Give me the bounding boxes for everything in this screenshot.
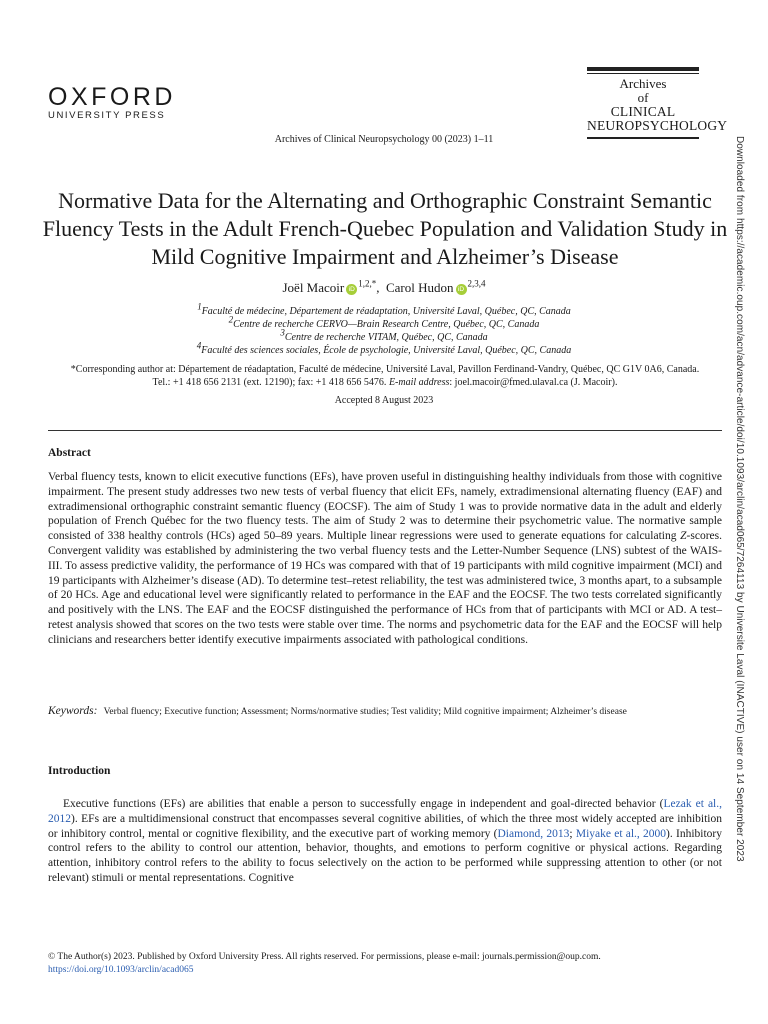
keywords — [48, 705, 738, 717]
corresponding-line2: Tel.: +1 418 656 2131 (ext. 12190); fax: +1 418 656 5476. E-mail address: joel.macoir@fmed.ulaval.ca (J. Macoir). — [152, 377, 618, 388]
journal-badge-line2: of — [637, 90, 649, 105]
introduction-text: Executive functions (EFs) are abilities that enable a person to successfully engage in independent and goal-directed behavior (Lezak et al., 2012). EFs are a multidimensional construct that encompasses several cognitive abilities, of which the three most widely accepted are inhibition or inhibitory control, mental or cognitive flexibility, and the executive part of working memory (Diamond, 2013; Miyake et al., 2000). Inhibitory control refers to the ability to control our attention, behavior, thoughts, and emotions to perform cognitive or physical actions. Regarding attention, inhibitory control refers to the ability to focus selectively on the action to be performed while suppressing attention to other (or not relevant) stimuli or mental representations. Cognitive — [48, 798, 722, 884]
citation-link[interactable]: Miyake et al., 2000 — [575, 827, 667, 840]
email-address[interactable]: : joel.macoir@fmed.ulaval.ca (J. Macoir). — [449, 377, 618, 388]
affiliation: $^4$Faculté des sciences sociales, École de psychologie, Université Laval, Québec, QC, Canada — [196, 340, 572, 356]
journal-badge — [587, 67, 728, 139]
journal-badge-line4: NEUROPSYCHOLOGY — [587, 118, 728, 133]
orcid-icon[interactable]: iD — [456, 284, 467, 295]
publisher-subname: UNIVERSITY PRESS — [48, 110, 166, 121]
download-watermark: Downloaded from https://academic.oup.com/acn/advance-article/doi/10.1093/arclin/acad065/7264113 by Universite Laval (INACTIVE) user on 14 September 2023 — [734, 136, 745, 862]
doi-link[interactable]: https://doi.org/10.1093/arclin/acad065 — [48, 965, 194, 975]
keywords-text: Verbal fluency; Executive function; Assessment; Norms/normative studies; Test validity; Mild cognitive impairment; Alzheimer’s disease — [103, 707, 627, 717]
affiliation: $^3$Centre de recherche VITAM, Québec, QC, Canada — [280, 327, 488, 343]
affiliation: $^2$Centre de recherche CERVO—Brain Research Centre, Québec, QC, Canada — [228, 314, 540, 330]
orcid-icon[interactable]: iD — [346, 284, 357, 295]
author-list: Joël Macoir $iD^{1,2,*}$, Carol Hudon iD$^{2,3,4}$ — [282, 278, 486, 295]
publisher-name: OXFORD — [48, 83, 176, 111]
journal-badge-line3: CLINICAL — [610, 104, 676, 119]
citation-link[interactable]: Lezak et al., 2012 — [48, 798, 722, 825]
paper-title: Normative Data for the Alternating and Orthographic Constraint Semantic Fluency Tests in the Adult French-Quebec Population and Validation Study in Mild Cognitive Impairment and Alzheimer’s Disease — [42, 188, 728, 269]
abstract-text: Verbal fluency tests, known to elicit executive functions (EFs), have proven useful in distinguishing healthy individuals from those with cognitive impairment. The present study addresses two new tests of verbal fluency that elicit EFs, namely, extradimensional alternating fluency (EAF) and extradimensional orthographic constraint semantic fluency (EOCSF). The aim of Study 1 was to provide normative data in the adult and elderly population of French Québec for the two fluency tests. The aim of Study 2 was to determine their psychometric value. The normative sample consisted of 338 healthy controls (HCs) aged 50–89 years. Multiple linear regressions were used to generate equations for calculating Z-scores. Convergent validity was established by administering the two verbal fluency tests and the Letter-Number Sequence (LNS) subtest of the WAIS-III. To assess predictive validity, the performance of 19 HCs was compared with that of 19 participants with mild cognitive impairment (MCI) and 19 participants with Alzheimer’s disease (AD). To determine test–retest reliability, the test was administered twice, 3 months apart, to a subsample of 20 HCs. Age and educational level were significantly related to performance in the EAF and the EOCSF. The two tests correlated significantly and positively with the LNS. The EAF and the EOCSF distinguished the performance of HCs from that of participants with MCI or AD. A test–retest analysis showed that scores on the two tests were stable over time. The norms and psychometric data for the EAF and the EOCSF will help clinicians and researchers better identify executive impairments associated with pathological conditions. — [48, 471, 722, 646]
affiliation: $^1$Faculté de médecine, Département de réadaptation, Université Laval, Québec, QC, Canada — [197, 301, 571, 317]
copyright-text: © The Author(s) 2023. Published by Oxford University Press. All rights reserved. For permissions, please e-mail: journals.permission@oup.com. — [48, 952, 601, 962]
author-affiliation-marks: 2,3,4 — [467, 278, 486, 289]
corresponding-author — [40, 363, 730, 389]
publisher-logo — [48, 84, 188, 122]
keywords-label: Keywords: — [48, 705, 98, 717]
copyright-footer — [48, 951, 601, 977]
introduction-heading: Introduction — [48, 765, 111, 777]
citation-link[interactable]: Diamond, 2013 — [497, 827, 570, 840]
author-name[interactable]: Joël Macoir — [282, 280, 345, 295]
corresponding-line1: *Corresponding author at: Département de réadaptation, Faculté de médecine, Université Laval, Pavillon Ferdinand-Vandry, Québec, QC G1V 0A6, Canada. — [70, 364, 700, 375]
accepted-date: Accepted 8 August 2023 — [334, 395, 434, 406]
email-label: E-mail address — [388, 377, 450, 388]
divider — [48, 430, 722, 431]
journal-badge-line1: Archives — [619, 76, 667, 91]
affiliations — [0, 301, 768, 357]
author-name[interactable]: Carol Hudon — [385, 280, 454, 295]
journal-citation: Archives of Clinical Neuropsychology 00 (2023) 1–11 — [274, 134, 494, 145]
author-affiliation-marks: 1,2,* — [358, 278, 377, 289]
abstract-heading: Abstract — [48, 447, 91, 459]
